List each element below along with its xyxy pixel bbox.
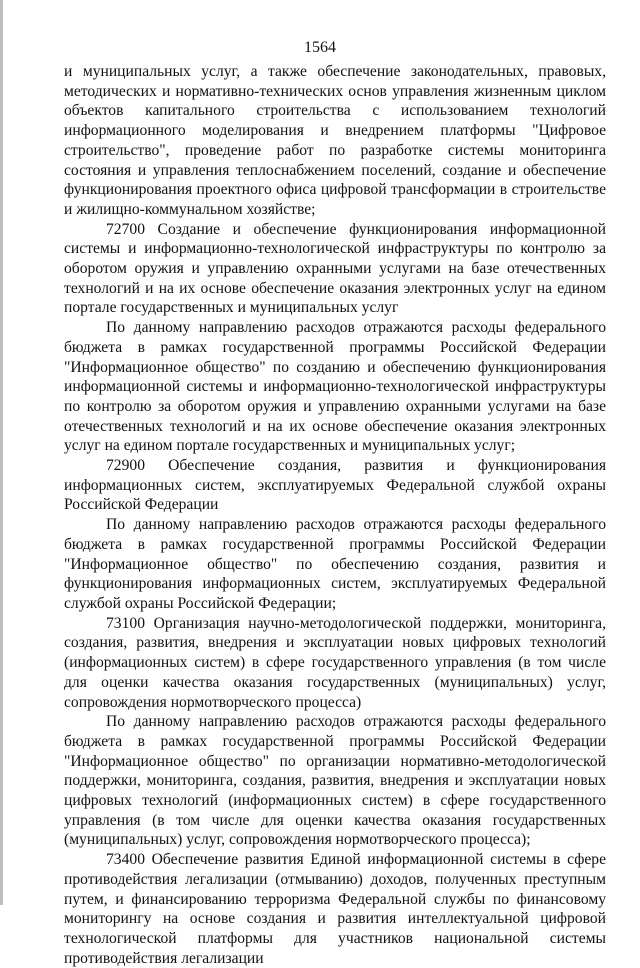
paragraph-body-72700: По данному направлению расходов отражаются расходы федерального бюджета в рамках государственной программы Российской Федерации "Информационное общество" по созданию и обеспечению функционирования информационной системы и информационно-технологической инфраструктуры по контролю за оборотом оружия и управлению охранными услугами на базе отечественных технологий и на их основе обеспечение оказания электронных услуг на едином портале государственных и муниципальных услуг; [64, 319, 606, 455]
paragraph-body-73100: По данному направлению расходов отражаются расходы федерального бюджета в рамках государственной программы Российской Федерации "Информационное общество" по организации нормативно-методологической поддержки, мониторинга, создания, развития, внедрения и эксплуатации новых цифровых технологий (информационных систем) в сфере государственного управления (в том числе для оценки качества оказания государственных (муниципальных) услуг, сопровождения нормотворческого процесса); [64, 713, 606, 849]
paragraph-heading-73400: 73400 Обеспечение развития Единой информационной системы в сфере противодействия легализации (отмыванию) доходов, полученных преступным путем, и финансированию терроризма Федеральной службы по финансовому мониторингу на основе создания и развития интеллектуальной цифровой технологической платформы для участников национальной системы противодействия легализации [64, 851, 606, 967]
paragraph-body-72900: По данному направлению расходов отражаются расходы федерального бюджета в рамках государственной программы Российской Федерации "Информационное общество" по обеспечению создания, развития и функционирования информационных систем, эксплуатируемых Федеральной службой охраны Российской Федерации; [64, 516, 606, 612]
paragraph-heading-72900: 72900 Обеспечение создания, развития и функционирования информационных систем, эксплуатируемых Федеральной службой охраны Российской Федерации [64, 457, 606, 514]
scan-edge [0, 0, 3, 905]
document-body [64, 62, 606, 968]
paragraph-heading-72700: 72700 Создание и обеспечение функционирования информационной системы и информационно-технологической инфраструктуры по контролю за оборотом оружия и управлению охранными услугами на базе отечественных технологий и на их основе обеспечение оказания электронных услуг на едином портале государственных и муниципальных услуг [64, 220, 606, 317]
paragraph-heading-73100: 73100 Организация научно-методологической поддержки, мониторинга, создания, развития, внедрения и эксплуатации новых цифровых технологий (информационных систем) в сфере государственного управления (в том числе для оценки качества оказания государственных (муниципальных) услуг, сопровождения нормотворческого процесса) [64, 614, 606, 711]
paragraph-continuation: и муниципальных услуг, а также обеспечение законодательных, правовых, методических и нормативно-технических основ управления жизненным циклом объектов капитального строительства с использованием технологий информационного моделирования и внедрением платформы "Цифровое строительство", проведение работ по разработке системы мониторинга состояния и управления теплоснабжением поселений, создание и обеспечение функционирования проектного офиса цифровой трансформации в строительстве и жилищно-коммунальном хозяйстве; [64, 63, 606, 218]
page-number: 1564 [304, 39, 336, 56]
